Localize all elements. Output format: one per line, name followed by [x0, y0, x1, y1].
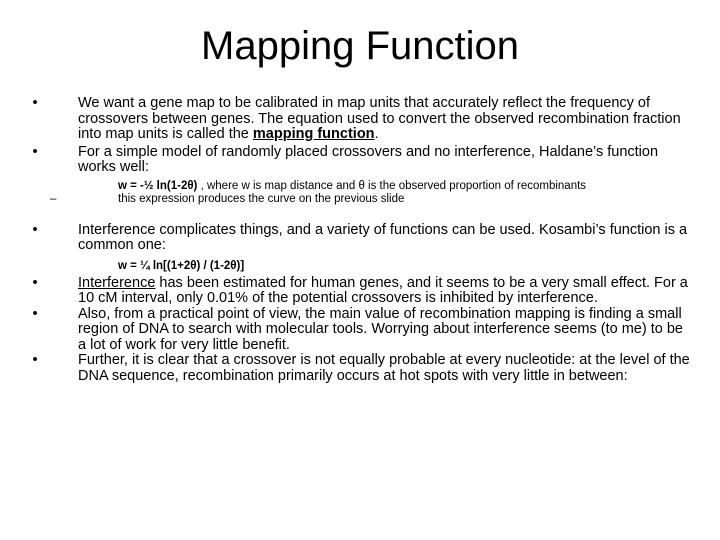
bullet-item-practical — [30, 307, 690, 354]
bullet-item-haldane — [30, 145, 690, 176]
haldane-formula-line — [30, 180, 690, 193]
bullet-marker: • — [32, 221, 38, 238]
bullet-marker: • — [32, 143, 38, 160]
dash-marker: – — [50, 192, 57, 205]
bullet-marker: • — [32, 95, 38, 111]
kosambi-formula: w = ¼ ln[(1+2θ) / (1-2θ)] — [118, 259, 245, 272]
bullet-marker: • — [32, 274, 38, 291]
bullet-text: Further, it is clear that a crossover is not equally probable at every nucleotide: at the level of the DNA sequence, recombination primarily occurs at hot spots with very little in between: — [78, 352, 690, 384]
sub-item-curve-note — [30, 193, 690, 206]
bullet-text: has been estimated for human genes, and it seems to be a very small effect. For a 10 cM interval, only 0.01% of the potential crossovers is inhibited by interference. — [78, 274, 688, 306]
bullet-item-hot-spots — [30, 353, 690, 384]
bullet-item-interference — [30, 223, 690, 254]
bullet-text-end: . — [374, 126, 379, 142]
sub-item-text: this expression produces the curve on the previous slide — [118, 192, 405, 205]
haldane-formula-note: , where w is map distance and θ is the observed proportion of recombinants — [197, 179, 587, 192]
bullet-marker: • — [32, 305, 38, 322]
kosambi-formula-line — [30, 260, 690, 273]
bullet-text: Interference complicates things, and a variety of functions can be used. Kosambi’s function is a common one: — [78, 221, 688, 253]
bullet-item-interference-estimate — [30, 276, 690, 307]
interference-link[interactable]: Interference — [78, 274, 156, 291]
bullet-text: We want a gene map to be calibrated in map units that accurately reflect the frequency of crossovers between genes. The equation used to convert the observed recombination fraction into map units is called the — [78, 95, 681, 142]
slide-body — [30, 96, 690, 384]
haldane-formula: w = -½ ln(1-2θ) — [118, 179, 198, 192]
mapping-function-term: mapping function — [252, 126, 375, 142]
slide-title: Mapping Function — [201, 24, 519, 68]
bullet-text: For a simple model of randomly placed crossovers and no interference, Haldane’s function works well: — [78, 143, 659, 175]
bullet-text: Also, from a practical point of view, the main value of recombination mapping is finding a small region of DNA to search with molecular tools. Worrying about interference seems (to me) to be a lot of work for very little benefit. — [78, 305, 683, 353]
bullet-marker: • — [32, 352, 38, 368]
bullet-item-mapping-definition — [30, 96, 690, 143]
